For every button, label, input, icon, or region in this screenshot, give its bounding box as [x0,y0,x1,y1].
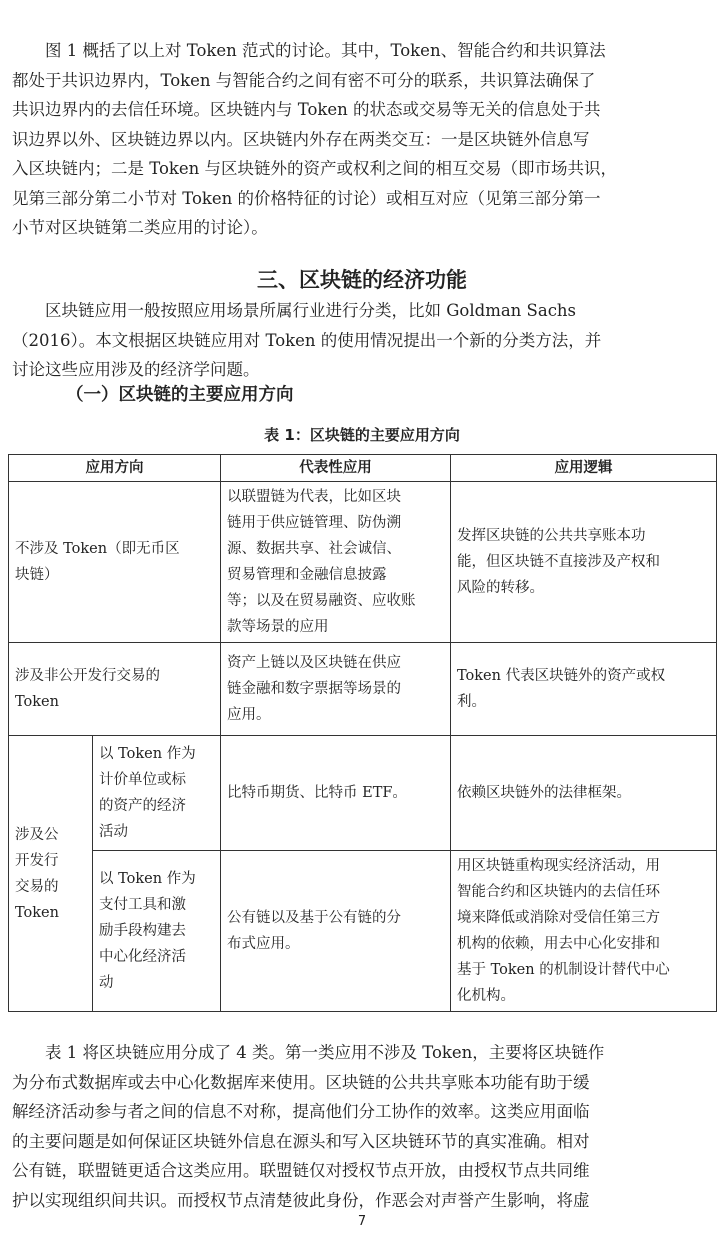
table-row [9,736,717,851]
text-line: （2016）。本文根据区块链应用对 Token 的使用情况提出一个新的分类方法，并 [12,330,602,350]
cell-representative-apps: 资产上链以及区块链在供应 链金融和数字票据等场景的 应用。 [221,643,451,736]
column-header: 代表性应用 [221,455,451,482]
text-line: 讨论这些应用涉及的经济学问题。 [12,360,260,379]
section-title: 三、区块链的经济功能 [257,268,467,292]
cell-subdirection: 以 Token 作为 支付工具和激 励手段构建去 中心化经济活 动 [93,851,221,1012]
table-header-row [9,455,717,482]
table-row [9,851,717,1012]
text-line: 识边界以外、区块链边界以内。区块链内外存在两类交互：一是区块链外信息写 [12,129,590,149]
text-line: 入区块链内；二是 Token 与区块链外的资产或权利之间的相互交易（即市场共识， [12,159,618,178]
paragraph-classification-intro [12,296,714,385]
cell-representative-apps: 公有链以及基于公有链的分 布式应用。 [221,851,451,1012]
text-line: 都处于共识边界内，Token 与智能合约之间有密不可分的联系，共识算法确保了 [12,70,596,90]
blockchain-applications-table [8,454,717,1012]
cell-representative-apps: 比特币期货、比特币 ETF。 [221,736,451,851]
table-row [9,482,717,643]
column-header: 应用方向 [9,455,221,482]
cell-representative-apps: 以联盟链为代表，比如区块 链用于供应链管理、防伪溯 源、数据共享、社会诚信、 贸易管理和金融信息披露 等；以及在贸易融资、应收账 款等场景的应用 [221,482,451,643]
table-caption: 表 1：区块链的主要应用方向 [264,426,460,444]
text-line: 的主要问题是如何保证区块链外信息在源头和写入区块链环节的真实准确。相对 [12,1131,590,1151]
page-number: 7 [357,1214,367,1229]
cell-application-logic: Token 代表区块链外的资产或权 利。 [451,643,717,736]
text-line: 为分布式数据库或去中心化数据库来使用。区块链的公共共享账本功能有助于缓 [12,1072,590,1092]
column-header: 应用逻辑 [451,455,717,482]
cell-direction: 不涉及 Token（即无币区 块链） [9,482,221,643]
cell-application-logic: 用区块链重构现实经济活动，用 智能合约和区块链内的去信任环 境来降低或消除对受信任第三方 机构的依赖，用去中心化安排和 基于 Token 的机制设计替代中心 化机构。 [451,851,717,1012]
table-row [9,643,717,736]
cell-direction: 涉及非公开发行交易的 Token [9,643,221,736]
text-line: 区块链应用一般按照应用场景所属行业进行分类，比如 Goldman Sachs [12,301,577,320]
text-line: 公有链，联盟链更适合这类应用。联盟链仅对授权节点开放，由授权节点共同维 [12,1161,590,1180]
cell-group-direction: 涉及公 开发行 交易的 Token [9,736,93,1012]
subsection-title: （一）区块链的主要应用方向 [66,385,294,405]
paragraph-token-paradigm-summary [12,36,714,243]
text-line: 小节对区块链第二类应用的讨论）。 [12,218,268,237]
cell-application-logic: 依赖区块链外的法律框架。 [451,736,717,851]
text-line: 图 1 概括了以上对 Token 范式的讨论。其中，Token、智能合约和共识算法 [12,41,606,60]
text-line: 解经济活动参与者之间的信息不对称，提高他们分工协作的效率。这类应用面临 [12,1102,590,1121]
paragraph-table-discussion [12,1038,714,1215]
cell-subdirection: 以 Token 作为 计价单位或标 的资产的经济 活动 [93,736,221,851]
text-line: 表 1 将区块链应用分成了 4 类。第一类应用不涉及 Token，主要将区块链作 [12,1043,605,1062]
cell-application-logic: 发挥区块链的公共共享账本功 能，但区块链不直接涉及产权和 风险的转移。 [451,482,717,643]
text-line: 见第三部分第二小节对 Token 的价格特征的讨论）或相互对应（见第三部分第一 [12,188,601,208]
text-line: 护以实现组织间共识。而授权节点清楚彼此身份，作恶会对声誉产生影响，将虚 [12,1190,590,1210]
text-line: 共识边界内的去信任环境。区块链内与 Token 的状态或交易等无关的信息处于共 [12,100,601,119]
